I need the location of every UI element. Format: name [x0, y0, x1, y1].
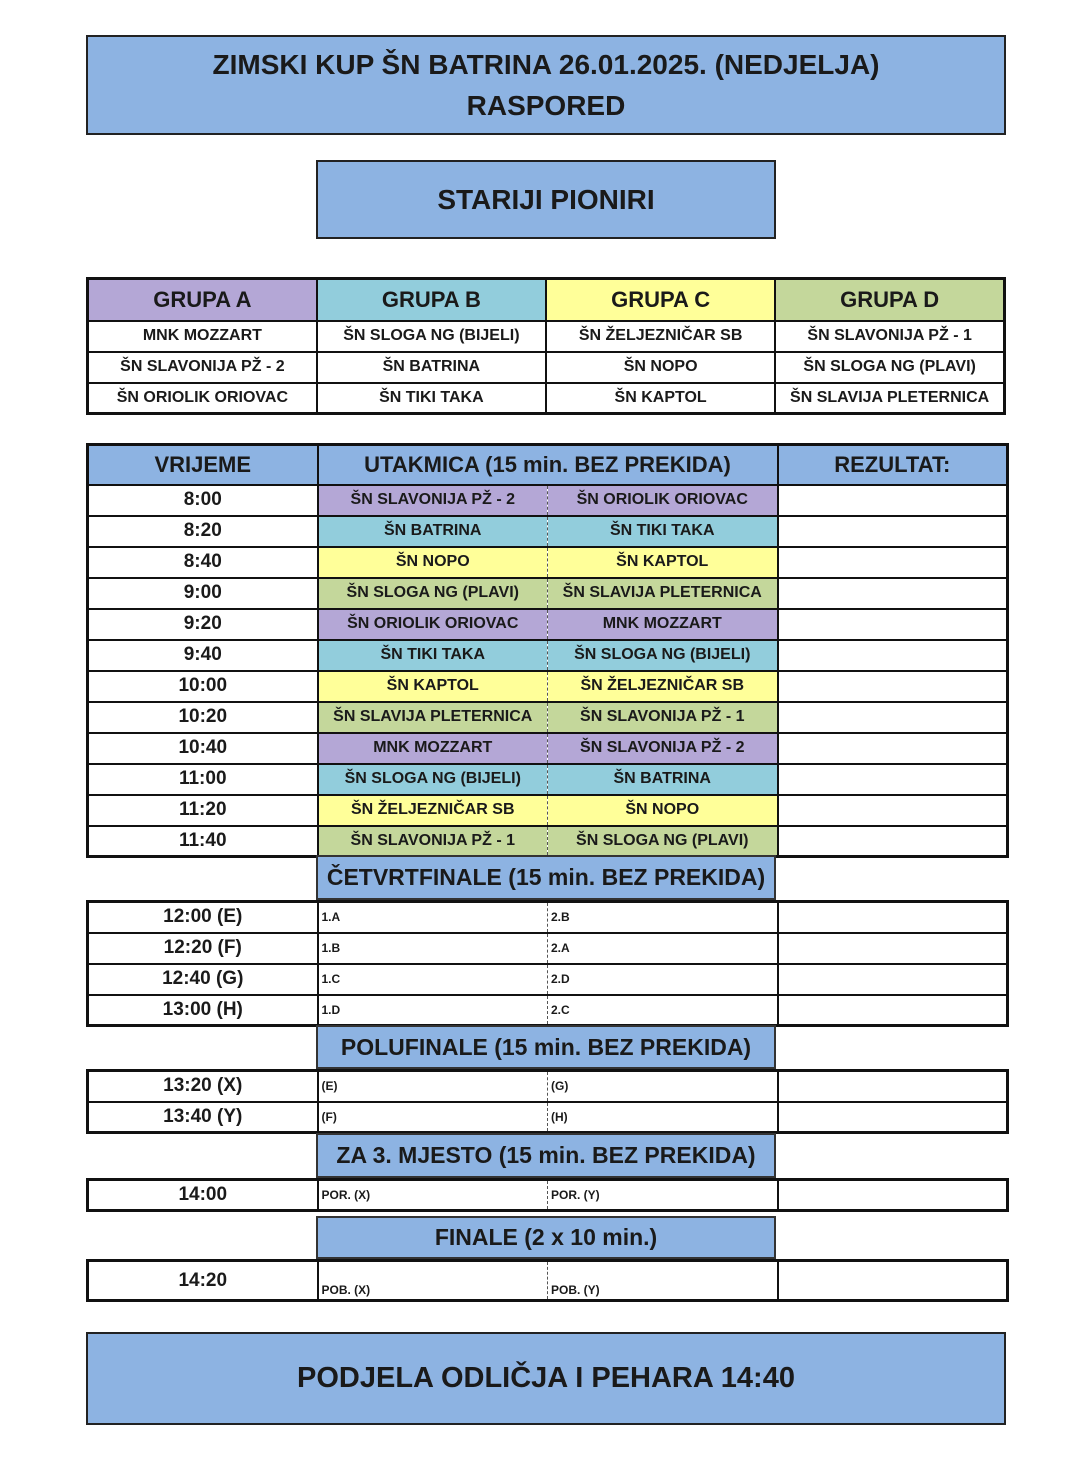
knockout-row: [88, 1261, 1008, 1301]
quarterfinal-table: [86, 900, 1009, 1027]
result-cell: [778, 933, 1008, 964]
page-title: ZIMSKI KUP ŠN BATRINA 26.01.2025. (NEDJELJA): [212, 49, 880, 80]
match-time: 8:40: [88, 547, 318, 578]
result-cell: [778, 702, 1008, 733]
knockout-row: [88, 902, 1008, 933]
match-row: [88, 826, 1008, 857]
away-slot: 2.C: [548, 995, 778, 1026]
match-row: [88, 485, 1008, 516]
result-cell: [778, 547, 1008, 578]
group-team: ŠN NOPO: [546, 352, 775, 383]
match-time: 12:00 (E): [88, 902, 318, 933]
away-slot: (H): [548, 1102, 778, 1133]
away-team: ŠN SLAVONIJA PŽ - 2: [548, 733, 778, 764]
groups-row: [88, 321, 1005, 352]
match-time: 12:40 (G): [88, 964, 318, 995]
group-d-header: GRUPA D: [775, 279, 1004, 321]
knockout-row: [88, 1102, 1008, 1133]
away-slot: POR. (Y): [548, 1180, 778, 1211]
result-cell: [778, 640, 1008, 671]
home-slot: (E): [318, 1071, 548, 1102]
group-team: ŠN ORIOLIK ORIOVAC: [88, 383, 317, 414]
home-team: ŠN NOPO: [318, 547, 548, 578]
match-time: 9:00: [88, 578, 318, 609]
group-team: ŠN SLOGA NG (PLAVI): [775, 352, 1004, 383]
group-team: MNK MOZZART: [88, 321, 317, 352]
away-team: ŠN BATRINA: [548, 764, 778, 795]
home-team: ŠN TIKI TAKA: [318, 640, 548, 671]
match-column-header: UTAKMICA (15 min. BEZ PREKIDA): [318, 445, 778, 485]
home-team: MNK MOZZART: [318, 733, 548, 764]
home-slot: 1.D: [318, 995, 548, 1026]
result-cell: [778, 485, 1008, 516]
home-team: ŠN SLOGA NG (BIJELI): [318, 764, 548, 795]
match-row: [88, 795, 1008, 826]
match-row: [88, 764, 1008, 795]
match-row: [88, 702, 1008, 733]
final-table: [86, 1259, 1009, 1302]
home-slot: POB. (X): [318, 1261, 548, 1301]
match-time: 10:20: [88, 702, 318, 733]
knockout-row: [88, 1071, 1008, 1102]
result-cell: [778, 671, 1008, 702]
away-slot: 2.B: [548, 902, 778, 933]
result-column-header: REZULTAT:: [778, 445, 1008, 485]
result-cell: [778, 733, 1008, 764]
result-cell: [778, 964, 1008, 995]
result-cell: [778, 1071, 1008, 1102]
page-subtitle: RASPORED: [466, 90, 626, 121]
home-team: ŠN SLAVONIJA PŽ - 1: [318, 826, 548, 857]
away-team: ŠN KAPTOL: [548, 547, 778, 578]
match-time: 12:20 (F): [88, 933, 318, 964]
match-time: 11:40: [88, 826, 318, 857]
home-team: ŠN SLAVONIJA PŽ - 2: [318, 485, 548, 516]
title-banner: [86, 35, 1006, 135]
semifinal-title: POLUFINALE (15 min. BEZ PREKIDA): [340, 1033, 752, 1060]
group-team: ŠN ŽELJEZNIČAR SB: [546, 321, 775, 352]
match-row: [88, 671, 1008, 702]
home-slot: POR. (X): [318, 1180, 548, 1211]
away-team: ŠN SLAVIJA PLETERNICA: [548, 578, 778, 609]
category-label: STARIJI PIONIRI: [437, 183, 655, 215]
final-header: [316, 1216, 776, 1259]
category-banner: [316, 160, 776, 239]
award-text: PODJELA ODLIČJA I PEHARA 14:40: [297, 1362, 795, 1394]
result-cell: [778, 764, 1008, 795]
result-cell: [778, 902, 1008, 933]
away-team: ŠN ŽELJEZNIČAR SB: [548, 671, 778, 702]
match-row: [88, 516, 1008, 547]
match-time: 13:20 (X): [88, 1071, 318, 1102]
third-place-header: [316, 1133, 776, 1178]
match-time: 11:20: [88, 795, 318, 826]
away-team: ŠN SLAVONIJA PŽ - 1: [548, 702, 778, 733]
result-cell: [778, 609, 1008, 640]
match-time: 14:00: [88, 1180, 318, 1211]
match-time: 13:00 (H): [88, 995, 318, 1026]
away-team: ŠN ORIOLIK ORIOVAC: [548, 485, 778, 516]
groups-table: [86, 277, 1006, 415]
groups-row: [88, 383, 1005, 414]
result-cell: [778, 578, 1008, 609]
result-cell: [778, 995, 1008, 1026]
match-time: 8:00: [88, 485, 318, 516]
match-row: [88, 640, 1008, 671]
away-team: MNK MOZZART: [548, 609, 778, 640]
group-c-header: GRUPA C: [546, 279, 775, 321]
match-time: 13:40 (Y): [88, 1102, 318, 1133]
home-slot: (F): [318, 1102, 548, 1133]
away-slot: 2.A: [548, 933, 778, 964]
away-team: ŠN SLOGA NG (PLAVI): [548, 826, 778, 857]
away-team: ŠN SLOGA NG (BIJELI): [548, 640, 778, 671]
groups-row: [88, 352, 1005, 383]
final-title: FINALE (2 x 10 min.): [434, 1224, 658, 1250]
home-team: ŠN KAPTOL: [318, 671, 548, 702]
match-time: 9:20: [88, 609, 318, 640]
away-slot: POB. (Y): [548, 1261, 778, 1301]
home-team: ŠN SLAVIJA PLETERNICA: [318, 702, 548, 733]
group-team: ŠN SLOGA NG (BIJELI): [317, 321, 546, 352]
away-slot: (G): [548, 1071, 778, 1102]
away-team: ŠN NOPO: [548, 795, 778, 826]
time-column-header: VRIJEME: [88, 445, 318, 485]
match-row: [88, 609, 1008, 640]
home-team: ŠN ŽELJEZNIČAR SB: [318, 795, 548, 826]
schedule-header-row: [88, 445, 1008, 485]
home-team: ŠN BATRINA: [318, 516, 548, 547]
match-time: 10:00: [88, 671, 318, 702]
knockout-row: [88, 933, 1008, 964]
award-banner: [86, 1332, 1006, 1425]
away-slot: 2.D: [548, 964, 778, 995]
away-team: ŠN TIKI TAKA: [548, 516, 778, 547]
group-team: ŠN SLAVONIJA PŽ - 2: [88, 352, 317, 383]
match-time: 10:40: [88, 733, 318, 764]
group-team: ŠN BATRINA: [317, 352, 546, 383]
result-cell: [778, 1102, 1008, 1133]
schedule-table: [86, 443, 1009, 858]
match-row: [88, 733, 1008, 764]
knockout-row: [88, 964, 1008, 995]
quarterfinal-title: ČETVRTFINALE (15 min. BEZ PREKIDA): [326, 864, 766, 890]
knockout-row: [88, 1180, 1008, 1211]
semifinal-table: [86, 1069, 1009, 1134]
home-team: ŠN ORIOLIK ORIOVAC: [318, 609, 548, 640]
quarterfinal-header: [316, 855, 776, 900]
knockout-row: [88, 995, 1008, 1026]
home-slot: 1.B: [318, 933, 548, 964]
groups-header-row: [88, 279, 1005, 321]
home-slot: 1.A: [318, 902, 548, 933]
semifinal-header: [316, 1025, 776, 1069]
group-team: ŠN SLAVONIJA PŽ - 1: [775, 321, 1004, 352]
group-a-header: GRUPA A: [88, 279, 317, 321]
group-team: ŠN SLAVIJA PLETERNICA: [775, 383, 1004, 414]
group-team: ŠN KAPTOL: [546, 383, 775, 414]
match-time: 8:20: [88, 516, 318, 547]
home-team: ŠN SLOGA NG (PLAVI): [318, 578, 548, 609]
match-row: [88, 547, 1008, 578]
home-slot: 1.C: [318, 964, 548, 995]
group-team: ŠN TIKI TAKA: [317, 383, 546, 414]
result-cell: [778, 795, 1008, 826]
match-row: [88, 578, 1008, 609]
match-time: 14:20: [88, 1261, 318, 1301]
result-cell: [778, 826, 1008, 857]
result-cell: [778, 1180, 1008, 1211]
result-cell: [778, 516, 1008, 547]
match-time: 11:00: [88, 764, 318, 795]
match-time: 9:40: [88, 640, 318, 671]
group-b-header: GRUPA B: [317, 279, 546, 321]
third-place-title: ZA 3. MJESTO (15 min. BEZ PREKIDA): [336, 1142, 756, 1168]
result-cell: [778, 1261, 1008, 1301]
third-place-table: [86, 1178, 1009, 1212]
